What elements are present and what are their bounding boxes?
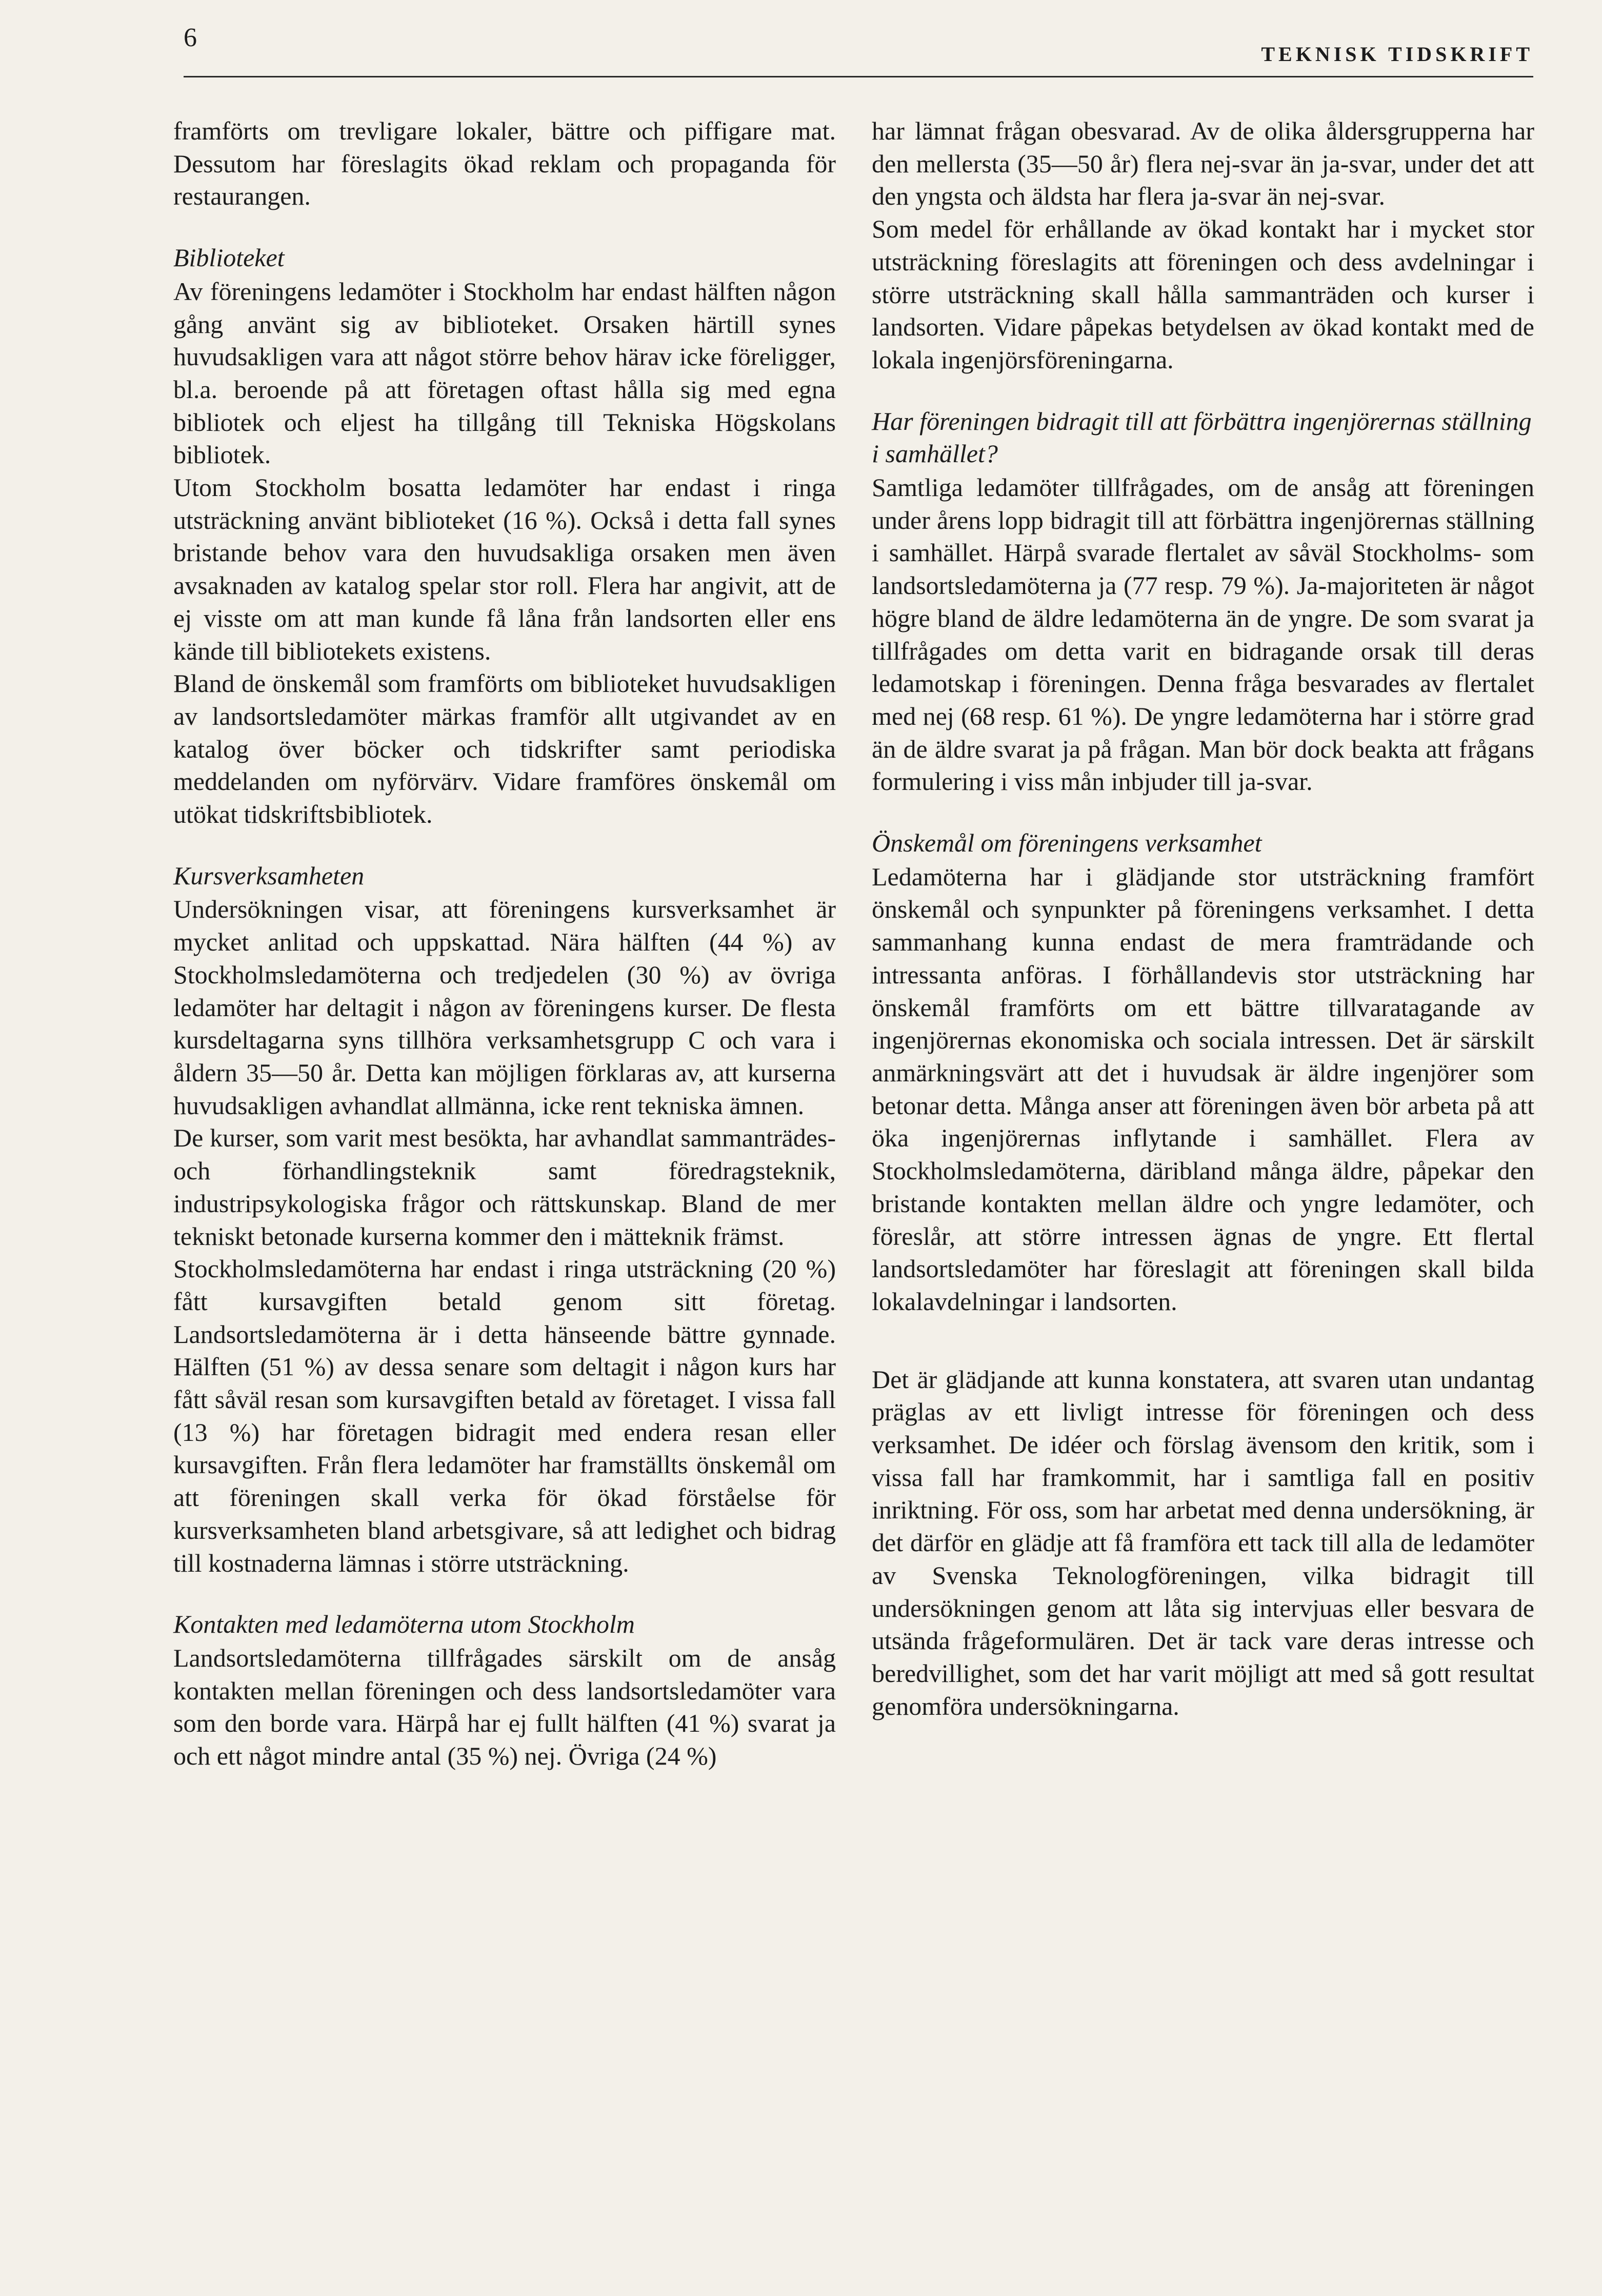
- intro-paragraph: framförts om trevligare lokaler, bättre och piffigare mat. Dessutom har föreslagits ökad reklam och propaganda för restaurangen.: [173, 116, 836, 211]
- section-heading-courses: Kursverksamheten: [173, 861, 365, 890]
- closing-paragraph: Det är glädjande att kunna konstatera, att svaren utan undantag präglas av ett livligt intresse för föreningen och dess verksamhet. De idéer och förslag ävensom den kritik, som i vissa fall har framkommit, har i samtliga fall en positiv inriktning. För oss, som har arbetat med denna undersökning, är det därför en glädje att få framföra ett tack till alla de ledamöter av Svenska Teknologföreningen, vilka bidragit till undersökningen genom att låta sig intervjuas eller besvara de utsända frågeformulären. Det är tack vare deras intresse och beredvillighet, som det har varit möjligt att med så gott resultat genomföra undersökningarna.: [872, 1364, 1534, 1720]
- body-paragraph: Stockholmsledamöterna har endast i ringa utsträckning (20 %) fått kursavgiften betald genom sitt företag. Landsortsledamöterna är i detta hänseende bättre gynnade. Hälften (51 %) av dessa senare som deltagit i någon kurs har fått såväl resan som kursavgiften betald av företaget. I vissa fall (13 %) har företagen bidragit med endera resan eller kursavgiften. Från flera ledamöter har framställts önskemål om att föreningen skall verka för ökad förståelse för kursverksamheten bland arbetsgivare, så att ledighet och bidrag till kostnaderna lämnas i större utsträckning.: [173, 1254, 836, 1577]
- left-column: [173, 115, 836, 1773]
- body-paragraph: Som medel för erhållande av ökad kontakt har i mycket stor utsträckning föreslagits att föreningen och dess avdelningar i större utsträckning skall hålla sammanträden och kurser i landsorten. Vidare påpekas betydelsen av ökad kontakt med de lokala ingenjörsföreningarna.: [872, 214, 1534, 374]
- section-heading-contact: Kontakten med ledamöterna utom Stockholm: [173, 1610, 635, 1639]
- journal-title: TEKNISK TIDSKRIFT: [1261, 43, 1533, 66]
- body-paragraph: Landsortsledamöterna tillfrågades särskilt om de ansåg kontakten mellan föreningen och dess landsortsledamöter vara som den borde vara. Härpå har ej fullt hälften (41 %) svarat ja och ett något mindre antal (35 %) nej. Övriga (24 %): [173, 1643, 836, 1771]
- page-number: 6: [184, 23, 197, 52]
- body-paragraph: De kurser, som varit mest besökta, har avhandlat sammanträdes- och förhandlingsteknik samt föredragsteknik, industripsykologiska frågor och rättskunskap. Bland de mer tekniskt betonade kurserna kommer den i mätteknik främst.: [173, 1123, 836, 1251]
- section-heading-improvement: Har föreningen bidragit till att förbättra ingenjörernas ställning i samhället?: [872, 406, 1532, 468]
- body-paragraph: Bland de önskemål som framförts om biblioteket huvudsakligen av landsortsledamöter märkas framför allt utgivandet av en katalog över böcker och tidskrifter samt periodiska meddelanden om nyförvärv. Vidare framföres önskemål om utökat tidskriftsbibliotek.: [173, 669, 836, 829]
- body-paragraph: Samtliga ledamöter tillfrågades, om de ansåg att föreningen under årens lopp bidragit till att förbättra ingenjörernas ställning i samhället. Härpå svarade flertalet av såväl Stockholms- som landsortsledamöterna ja (77 resp. 79 %). Ja-majoriteten är något högre bland de äldre ledamöterna än de yngre. De som svarat ja tillfrågades om detta varit en bidragande orsak till deras ledamotskap i föreningen. Denna fråga besvarades av flertalet med nej (68 resp. 61 %). De yngre ledamöterna har i större grad än de äldre svarat ja på frågan. Man bör dock beakta att frågans formulering i viss mån inbjuder till ja-svar.: [872, 473, 1534, 796]
- body-paragraph: har lämnat frågan obesvarad. Av de olika åldersgrupperna har den mellersta (35—50 år) flera nej-svar än ja-svar, under det att den yngsta och äldsta har flera ja-svar än nej-svar.: [872, 116, 1534, 211]
- section-heading-library: Biblioteket: [173, 243, 285, 272]
- right-column: [872, 115, 1534, 1723]
- section-heading-wishes: Önskemål om föreningens verksamhet: [872, 828, 1262, 858]
- body-paragraph: Av föreningens ledamöter i Stockholm har endast hälften någon gång använt sig av biblioteket. Orsaken härtill synes huvudsakligen vara att något större behov härav icke föreligger, bl.a. beroende på att företagen oftast hålla sig med egna bibliotek och eljest ha tillgång till Tekniska Högskolans bibliotek.: [173, 276, 836, 469]
- body-paragraph: Utom Stockholm bosatta ledamöter har endast i ringa utsträckning använt biblioteket (16 %). Också i detta fall synes bristande behov vara den huvudsakliga orsaken men även avsaknaden av katalog spelar stor roll. Flera har angivit, att de ej visste om att man kunde få låna från landsorten eller ens kände till bibliotekets existens.: [173, 473, 836, 665]
- body-paragraph: Undersökningen visar, att föreningens kursverksamhet är mycket anlitad och uppskattad. Nära hälften (44 %) av Stockholmsledamöterna och tredjedelen (30 %) av övriga ledamöter har deltagit i någon av föreningens kurser. De flesta kursdeltagarna syns tillhöra verksamhetsgrupp C och vara i åldern 35—50 år. Detta kan möjligen förklaras av, att kurserna huvudsakligen avhandlat allmänna, icke rent tekniska ämnen.: [173, 895, 836, 1120]
- body-paragraph: Ledamöterna har i glädjande stor utsträckning framfört önskemål och synpunkter på föreningens verksamhet. I detta sammanhang kunna endast de mera framträdande och intressanta anföras. I förhållandevis stor utsträckning har önskemål framförts om ett bättre tillvaratagande av ingenjörernas ekonomiska och sociala intressen. Det är särskilt anmärkningsvärt att det i huvudsak är äldre ingenjörer som betonar detta. Många anser att föreningen även bör arbeta på att öka ingenjörernas inflytande i samhället. Flera av Stockholmsledamöterna, däribland många äldre, påpekar den bristande kontakten mellan äldre och yngre ledamöter, och föreslår, att större intressen ägnas de yngre. Ett flertal landsortsledamöter har föreslagit att föreningen skall bilda lokalavdelningar i landsorten.: [872, 862, 1534, 1316]
- header-rule: [184, 76, 1533, 77]
